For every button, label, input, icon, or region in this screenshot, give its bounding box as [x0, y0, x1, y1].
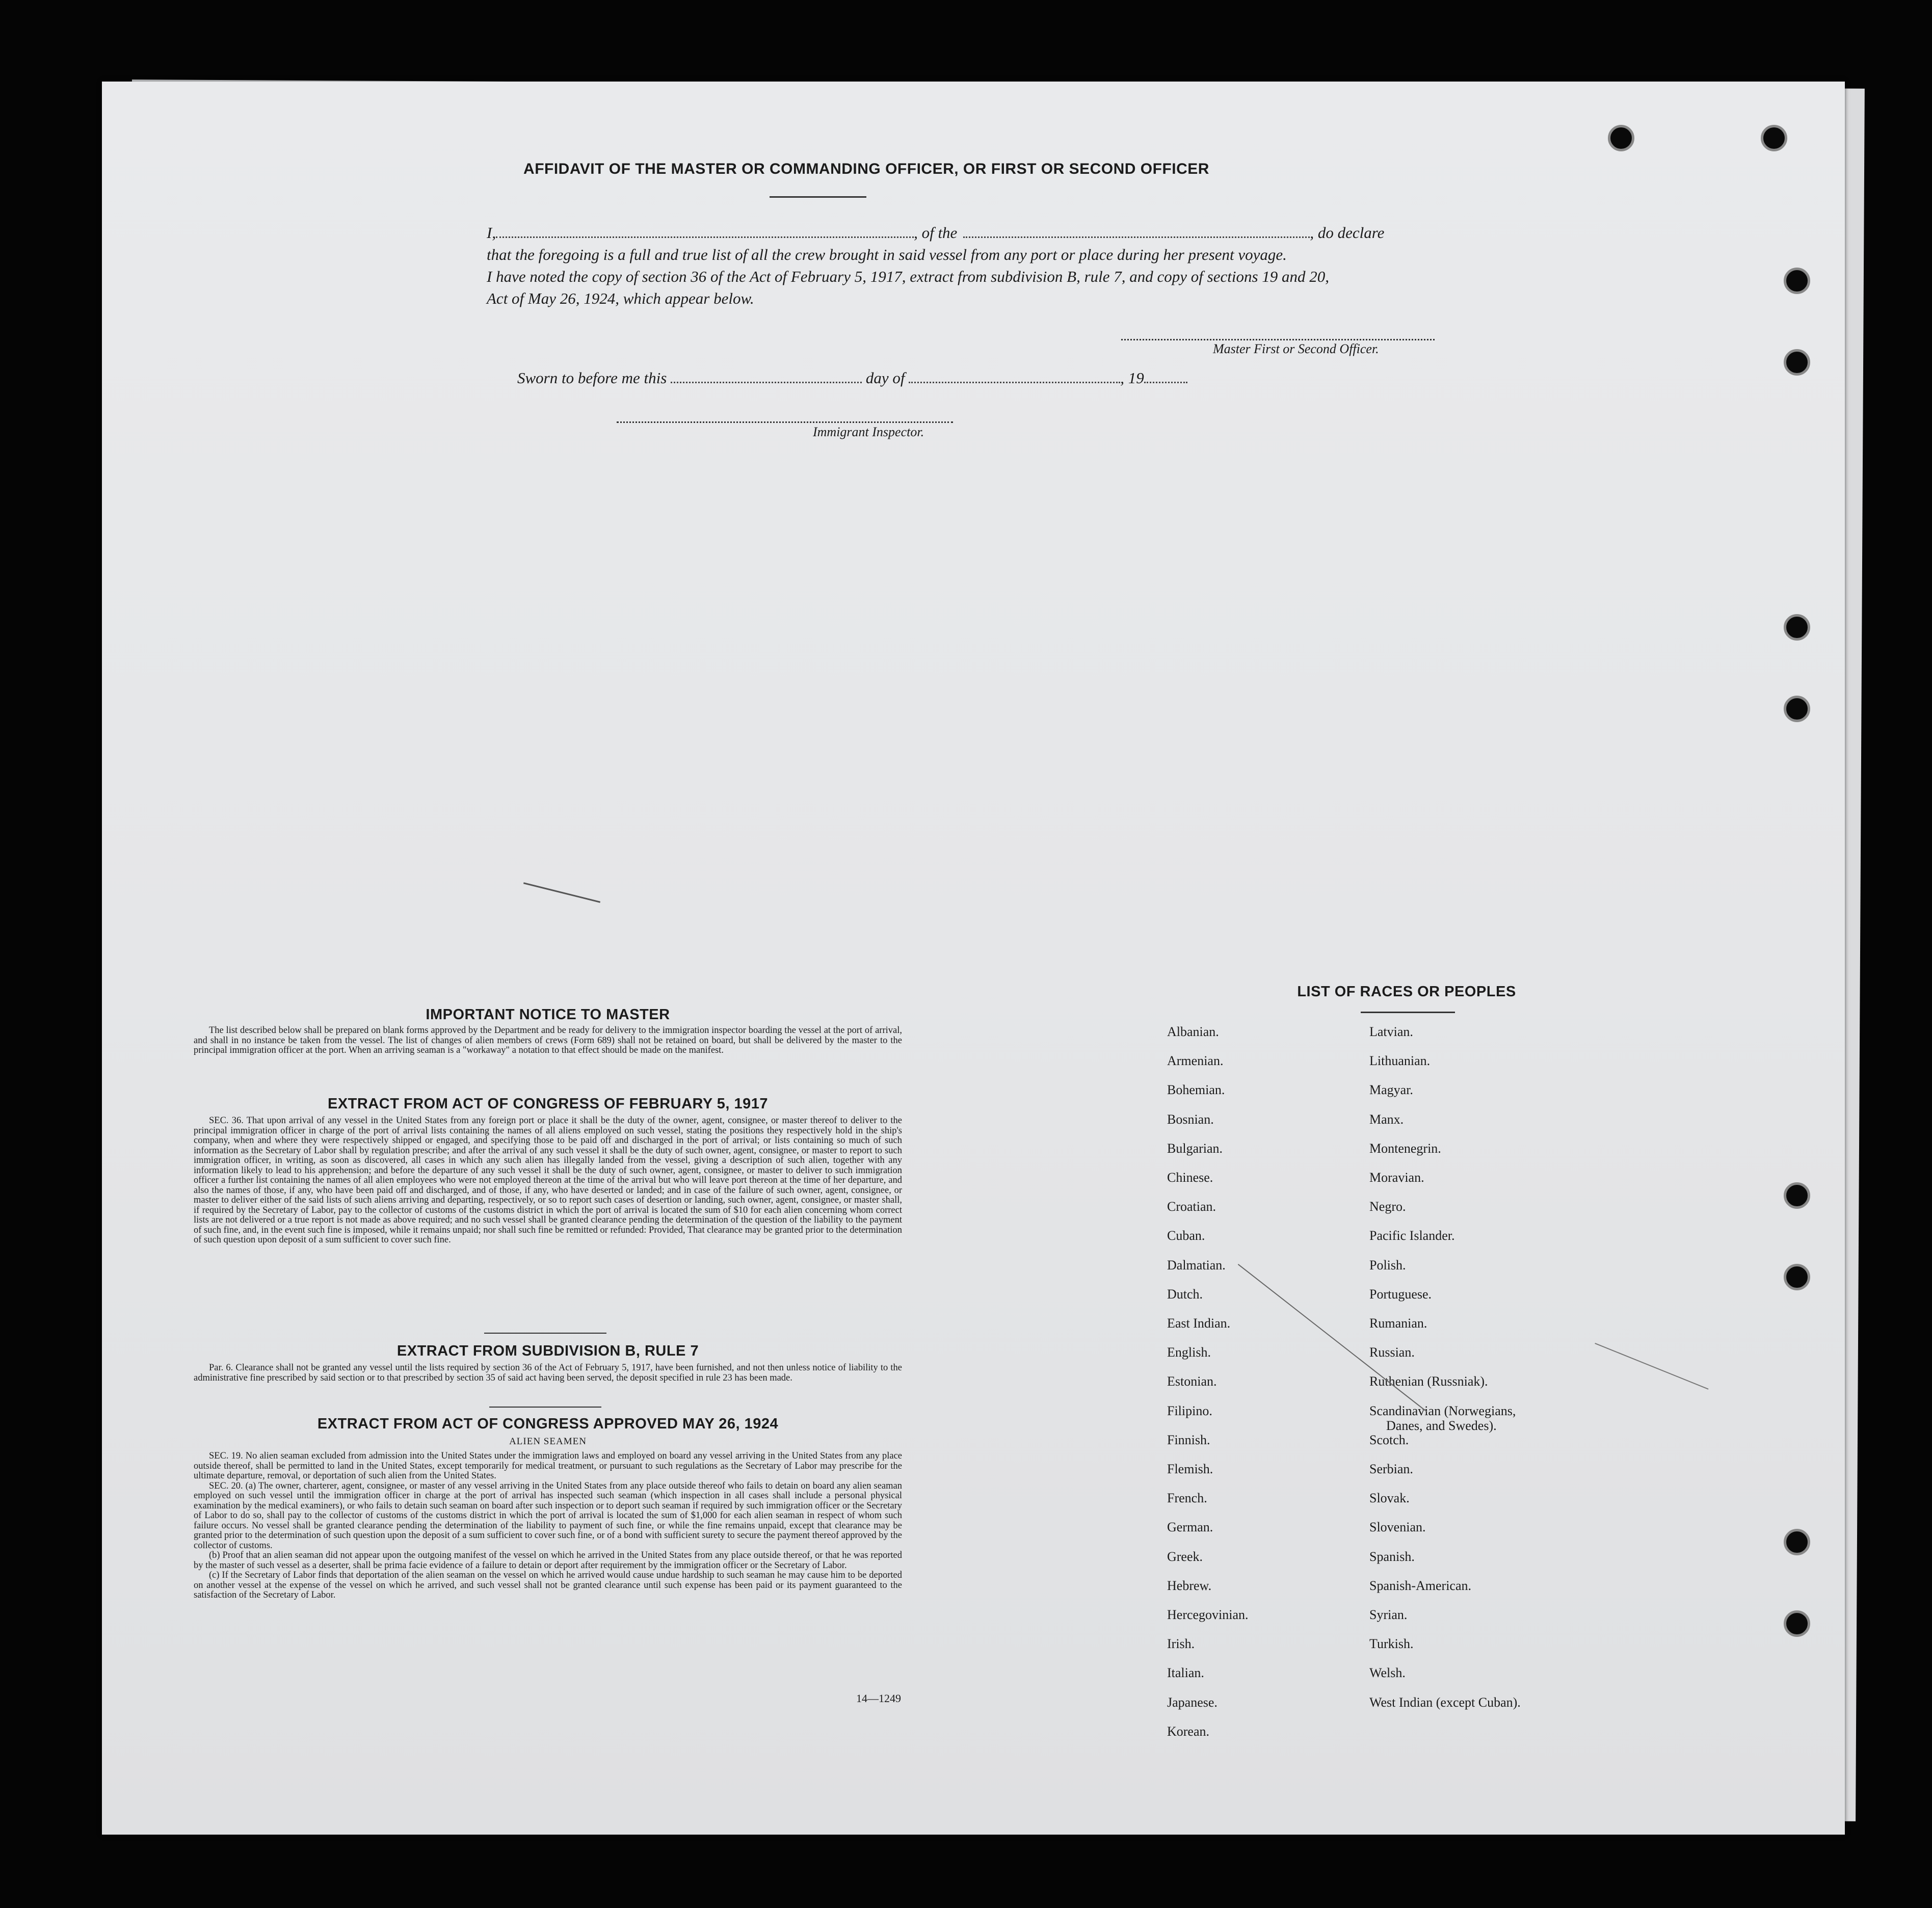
section-19-text: SEC. 19. No alien seaman excluded from admission into the United States under the immigration laws and employed on board any vessel arriving in the United States from any place outside thereof, shall be permitted to land in the United States, except temporarily for medical treatment, or pursuant to such regulations as the Secretary of Labor may prescribe for the ultimate departure, removal, or deportation of such alien from the United States.: [194, 1451, 902, 1481]
sworn-day-of: day of: [865, 369, 905, 387]
stray-mark: [1595, 1343, 1708, 1390]
affidavit-declaration: [487, 222, 1582, 309]
race-item: Greek.: [1167, 1549, 1203, 1564]
extract-rule7-body: [194, 1363, 902, 1383]
alien-seamen-subtitle: ALIEN SEAMEN: [509, 1436, 587, 1447]
race-item: Croatian.: [1167, 1199, 1216, 1214]
divider: [484, 1333, 606, 1334]
race-item: Rumanian.: [1369, 1316, 1427, 1331]
sworn-month-blank[interactable]: [909, 382, 1120, 383]
race-item: Negro.: [1369, 1199, 1406, 1214]
race-item: Flemish.: [1167, 1462, 1213, 1476]
race-item: Russian.: [1369, 1345, 1415, 1360]
race-item: Montenegrin.: [1369, 1141, 1441, 1156]
race-item: French.: [1167, 1491, 1207, 1506]
race-item: German.: [1167, 1520, 1213, 1535]
stray-mark: [523, 882, 600, 903]
affidavit-of-the: , of the: [914, 224, 958, 242]
affidavit-title: AFFIDAVIT OF THE MASTER OR COMMANDING OFFICER, OR FIRST OR SECOND OFFICER: [523, 161, 1209, 177]
form-number: 14—1249: [856, 1692, 901, 1705]
extract-1917-title: EXTRACT FROM ACT OF CONGRESS OF FEBRUARY 5, 1917: [327, 1096, 769, 1112]
divider: [770, 196, 866, 198]
inspector-label: Immigrant Inspector.: [813, 425, 924, 439]
section-20c-text: (c) If the Secretary of Labor finds that deportation of the alien seaman on the vessel on which he arrived would cause undue hardship to such seaman he may cause him to be deported on another vessel at the expense of the vessel on which he arrived, and such vessel shall not be granted clearance until such expense has been paid or its payment guaranteed to the satisfaction of the Secretary of Labor.: [194, 1570, 902, 1600]
race-item: Magyar.: [1369, 1082, 1413, 1098]
race-item: Turkish.: [1369, 1636, 1414, 1652]
notice-body: [194, 1026, 902, 1056]
race-item: Hercegovinian.: [1167, 1607, 1249, 1622]
extract-rule7-title: EXTRACT FROM SUBDIVISION B, RULE 7: [396, 1343, 699, 1359]
punch-hole: [1784, 1610, 1810, 1637]
document-page: [102, 82, 1845, 1835]
race-item: Dutch.: [1167, 1286, 1203, 1302]
affidavit-line-3: I have noted the copy of section 36 of the Act of February 5, 1917, extract from subdivision B, rule 7, and copy of sections 19 and 20,: [487, 268, 1330, 285]
master-signature-line[interactable]: [1121, 339, 1435, 340]
extract-1924-title: EXTRACT FROM ACT OF CONGRESS APPROVED MAY 26, 1924: [317, 1416, 779, 1432]
race-item: Moravian.: [1369, 1170, 1424, 1185]
extract-1917-body: [194, 1116, 902, 1246]
punch-hole: [1761, 125, 1787, 151]
section-20b-text: (b) Proof that an alien seaman did not appear upon the outgoing manifest of the vessel on which he arrived in the United States from any place outside thereof, or that he was reported by the master of such vessel as a deserter, shall be prima facie evidence of a failure to detain or deport after requirement by the immigration officer or the Secretary of Labor.: [194, 1550, 902, 1571]
sworn-year-blank[interactable]: [1144, 382, 1187, 383]
race-item: Syrian.: [1369, 1607, 1408, 1622]
race-item: Slovak.: [1369, 1491, 1410, 1506]
race-item: Spanish.: [1369, 1549, 1415, 1564]
race-item: Estonian.: [1167, 1374, 1217, 1389]
races-title: LIST OF RACES OR PEOPLES: [1297, 984, 1516, 1000]
punch-hole: [1784, 1182, 1810, 1209]
race-item: Bohemian.: [1167, 1082, 1225, 1098]
vessel-blank[interactable]: [963, 236, 1310, 238]
race-item: Manx.: [1369, 1111, 1404, 1127]
affidavit-line-4: Act of May 26, 1924, which appear below.: [487, 289, 754, 307]
race-item: Serbian.: [1369, 1462, 1413, 1476]
affidavit-line-1: [487, 222, 1582, 244]
race-item: Filipino.: [1167, 1403, 1212, 1418]
race-item: West Indian (except Cuban).: [1369, 1694, 1521, 1710]
race-item: English.: [1167, 1345, 1211, 1360]
sworn-year: , 19: [1120, 369, 1144, 387]
affidavit-i: I,: [487, 224, 496, 242]
race-item: Dalmatian.: [1167, 1257, 1226, 1273]
race-item: Spanish-American.: [1369, 1578, 1472, 1593]
race-item: Korean.: [1167, 1724, 1210, 1739]
affidavit-declare: , do declare: [1310, 224, 1385, 242]
divider: [1361, 1012, 1455, 1013]
notice-title: IMPORTANT NOTICE TO MASTER: [426, 1006, 670, 1023]
extract-1924-body: [194, 1451, 902, 1601]
race-item: Scotch.: [1369, 1432, 1409, 1447]
race-item: Scandinavian (Norwegians,: [1369, 1403, 1516, 1418]
punch-hole: [1784, 696, 1810, 722]
race-item: East Indian.: [1167, 1316, 1231, 1331]
race-item: Welsh.: [1369, 1665, 1406, 1681]
race-item: Cuban.: [1167, 1228, 1205, 1243]
race-item: Armenian.: [1167, 1053, 1224, 1069]
punch-hole: [1784, 1529, 1810, 1555]
race-item: Irish.: [1167, 1636, 1195, 1652]
sworn-line: [517, 367, 1384, 389]
punch-hole: [1784, 1264, 1810, 1290]
race-item: Albanian.: [1167, 1024, 1219, 1039]
punch-hole: [1784, 614, 1810, 641]
race-item: Hebrew.: [1167, 1578, 1212, 1593]
notice-text: The list described below shall be prepared on blank forms approved by the Department and be ready for delivery to the immigration inspector boarding the vessel at the port of arrival, and shall in no instance be taken from the vessel. The list of changes of alien members of crews (Form 689) shall not be retained on board, but shall be delivered by the master to the principal immigration officer at the port. When an arriving seaman is a "workaway" a notation to that effect should be made on the manifest.: [194, 1025, 902, 1055]
divider: [489, 1407, 601, 1408]
race-item: Slovenian.: [1369, 1520, 1426, 1535]
stray-mark: [1238, 1264, 1427, 1412]
race-item: Ruthenian (Russniak).: [1369, 1374, 1488, 1389]
race-item: Bulgarian.: [1167, 1141, 1223, 1156]
sworn-date-blank[interactable]: [671, 382, 862, 383]
race-item: Italian.: [1167, 1665, 1204, 1681]
inspector-signature-line[interactable]: [617, 421, 953, 423]
race-item: Polish.: [1369, 1257, 1406, 1273]
race-item: Japanese.: [1167, 1694, 1218, 1710]
master-signature-label: Master First or Second Officer.: [1213, 341, 1379, 356]
race-item: Pacific Islander.: [1369, 1228, 1455, 1243]
par-6-text: Par. 6. Clearance shall not be granted any vessel until the lists required by section 36 of the Act of February 5, 1917, have been furnished, and not then unless notice of liability to the administrative fine prescribed by said section or to that prescribed by section 35 of said act having been served, the deposit specified in rule 23 has been made.: [194, 1363, 902, 1383]
affidavit-line-2: that the foregoing is a full and true list of all the crew brought in said vessel from any port or place during her present voyage.: [487, 246, 1287, 263]
punch-hole: [1784, 268, 1810, 294]
punch-hole: [1784, 349, 1810, 376]
race-item: Chinese.: [1167, 1170, 1213, 1185]
name-blank[interactable]: [496, 236, 914, 238]
race-item: Lithuanian.: [1369, 1053, 1431, 1069]
race-item: Finnish.: [1167, 1432, 1210, 1447]
section-36-text: SEC. 36. That upon arrival of any vessel in the United States from any foreign port or place it shall be the duty of the owner, agent, consignee, or master thereof to deliver to the principal immigration officer in charge of the port of arrival lists containing the names of all aliens employed on such vessel, stating the positions they respectively hold in the ship's company, when and where they were respectively shipped or engaged, and specifying those to be paid off and discharged in the port of arrival; or lists containing so much of such information as the Secretary of Labor shall by regulation prescribe; and after the arrival of any such vessel it shall be the duty of such owner, agent, consignee, or master to report to such immigration officer, in writing, as soon as discovered, all cases in which any such alien has illegally landed from the vessel, giving a description of such alien, together with any information likely to lead to his apprehension; and before the departure of any such vessel it shall be the duty of such owner, agent, consignee, or master to deliver to such immigration officer a further list containing the names of all alien employees who were not employed thereon at the time of the arrival but who will leave port thereon at the time of her departure, and also the names of those, if any, who have been paid off and discharged, and of those, if any, who have deserted or landed; and in case of the failure of such owner, agent, consignee, or master to deliver either of the said lists of such aliens arriving and departing, respectively, or so to report such cases of desertion or landing, such owner, agent, consignee, or master shall, if required by the Secretary of Labor, pay to the collector of customs of the customs district in which the port of arrival is located the sum of $10 for each alien concerning whom correct lists are not delivered or a true report is not made as above required; and no such vessel shall be granted clearance pending the determination of the question of the liability to the payment of such fine, and, in the event such fine is imposed, while it remains unpaid; nor shall such fine be remitted or refunded: Provided, That clearance may be granted prior to the determination of such question upon deposit of a sum sufficient to cover such fine.: [194, 1116, 902, 1245]
sworn-prefix: Sworn to before me this: [517, 369, 667, 387]
race-item: Bosnian.: [1167, 1111, 1214, 1127]
punch-hole: [1608, 125, 1634, 151]
race-item: Danes, and Swedes).: [1386, 1418, 1497, 1433]
race-item: Portuguese.: [1369, 1286, 1432, 1302]
section-20a-text: SEC. 20. (a) The owner, charterer, agent, consignee, or master of any vessel arriving in the United States from any place outside thereof who fails to detain on board any alien seaman employed on such vessel until the immigration officer in charge at the port of arrival has inspected such seaman (which inspection in all cases shall include a personal physical examination by the medical examiners), or who fails to detain such seaman on board after such inspection or to deport such seaman if required by such immigration officer or the Secretary of Labor to do so, shall pay to the collector of customs of the customs district in which the port of arrival is located the sum of $1,000 for each alien seaman in respect of whom such failure occurs. No vessel shall be granted clearance pending the determination of the liability to payment of such fine, or while the fine remains unpaid, except that clearance may be granted prior to the determination of such question upon the deposit of a sum sufficient to cover such fine, or of a bond with sufficient surety to secure the payment thereof approved by the collector of customs.: [194, 1480, 902, 1551]
race-item: Latvian.: [1369, 1024, 1413, 1039]
